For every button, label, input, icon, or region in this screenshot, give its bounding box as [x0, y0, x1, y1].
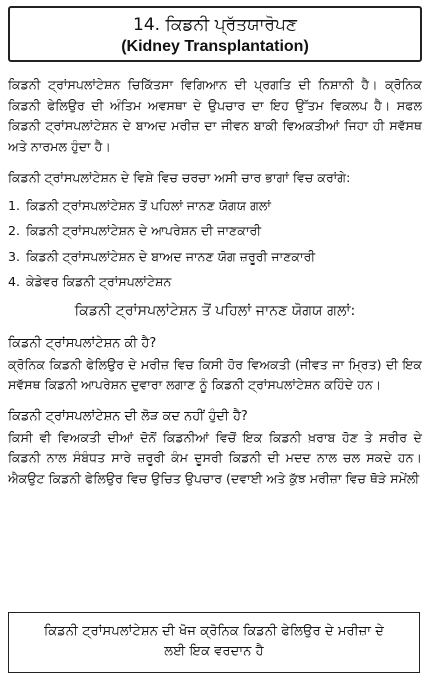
list-number: 2. [8, 223, 21, 238]
list-number: 4. [8, 274, 21, 289]
intro-paragraph: ਕਿਡਨੀ ਟ੍ਰਾਂਸਪਲਾਂਟੇਸ਼ਨ ਚਿਕਿੱਤਸਾ ਵਿਗਿਆਨ ਦੀ ਪ੍ਰਗਤਿ ਦੀ ਨਿਸ਼ਾਨੀ ਹੈ। ਕ੍ਰੋਨਿਕ ਕਿਡਨੀ ਫੇਲਿਉਰ ਦੀ ਅੰਤਿਮ ਅਵਸਥਾ ਦੇ ਉਪਚਾਰ ਦਾ ਇਹ ਉੱਤਮ ਵਿਕਲਪ ਹੈ। ਸਫਲ ਕਿਡਨੀ ਟ੍ਰਾਂਸਪਲਾਂਟੇਸ਼ਨ ਦੇ ਬਾਅਦ ਮਰੀਜ਼ ਦਾ ਜੀਵਨ ਬਾਕੀ ਵਿਅਕਤੀਆਂ ਜਿਹਾ ਹੀ ਸਵੱਸਥ ਅਤੇ ਨਾਰਮਲ ਹੁੰਦਾ ਹੈ। [8, 77, 422, 154]
callout-box: ਕਿਡਨੀ ਟ੍ਰਾਂਸਪਲਾਂਟੇਸ਼ਨ ਦੀ ਖੋਜ ਕ੍ਰੋਨਿਕ ਕਿਡਨੀ ਫੇਲਿਉਰ ਦੇ ਮਰੀਜ਼ਾ ਦੇ ਲਈ ਇਕ ਵਰਦਾਨ ਹੈ [8, 612, 420, 673]
list-item [8, 269, 422, 295]
chapter-title-box [8, 6, 422, 62]
topics-list [6, 193, 424, 295]
list-item-text: ਕਿਡਨੀ ਟ੍ਰਾਂਸਪਲਾਂਟੇਸ਼ਨ ਦੇ ਬਾਅਦ ਜਾਨਣ ਯੋਗ ਜ਼ਰੂਰੀ ਜਾਣਕਾਰੀ [26, 248, 316, 264]
list-item [8, 218, 422, 244]
topics-intro-paragraph: ਕਿਡਨੀ ਟ੍ਰਾਂਸਪਲਾਂਟੇਸ਼ਨ ਦੇ ਵਿਸ਼ੇ ਵਿਚ ਚਰਚਾ ਅਸੀ ਚਾਰ ਭਾਗਾਂ ਵਿਚ ਕਰਾਂਗੇ: [8, 170, 351, 185]
list-item [8, 244, 422, 270]
chapter-title-english: (Kidney Transplantation) [121, 38, 309, 55]
answer-paragraph: ਕ੍ਰੋਨਿਕ ਕਿਡਨੀ ਫੇਲਿਉਰ ਦੇ ਮਰੀਜ਼ ਵਿਚ ਕਿਸੀ ਹੋਰ ਵਿਅਕਤੀ (ਜੀਵਤ ਜਾ ਮ੍ਰਿਤ) ਦੀ ਇਕ ਸਵੱਸਥ ਕਿਡਨੀ ਆਪਰੇਸ਼ਨ ਦੁਵਾਰਾ ਲਗਾਣ ਨੂੰ ਕਿਡਨੀ ਟ੍ਰਾਂਸਪਲਾਂਟੇਸ਼ਨ ਕਹਿੰਦੇ ਹਨ। [8, 356, 422, 392]
answer-paragraph: ਕਿਸੀ ਵੀ ਵਿਅਕਤੀ ਦੀਆਂ ਦੋਨੋਂ ਕਿਡਨੀਆਂ ਵਿਚੋਂ ਇਕ ਕਿਡਨੀ ਖ਼ਰਾਬ ਹੋਣ ਤੇ ਸਰੀਰ ਦੇ ਕਿਡਨੀ ਨਾਲ ਸੰਬੰਧਤ ਸਾਰੇ ਜ਼ਰੂਰੀ ਕੰਮ ਦੂਸਰੀ ਕਿਡਨੀ ਦੀ ਮਦਦ ਨਾਲ ਚਲ ਸਕਦੇ ਹਨ। ਐਕਉਟ ਕਿਡਨੀ ਫੇਲਿਉਰ ਵਿਚ ਉਚਿਤ ਉਪਚਾਰ (ਦਵਾਈ ਅਤੇ ਕੁੱਝ ਮਰੀਜ਼ਾ ਵਿਚ ਥੋੜੇ ਸਮੇਂਲੀ [8, 429, 422, 486]
list-item-text: ਕਿਡਨੀ ਟ੍ਰਾਂਸਪਲਾਂਟੇਸ਼ਨ ਤੋਂ ਪਹਿਲਾਂ ਜਾਨਣ ਯੋਗਯ ਗਲਾਂ [26, 197, 271, 213]
question-heading: ਕਿਡਨੀ ਟ੍ਰਾਂਸਪਲਾਂਟੇਸ਼ਨ ਦੀ ਲੋੜ ਕਦ ਨਹੀਂ ਹੁੰਦੀ ਹੈ? [8, 408, 248, 424]
section-heading: ਕਿਡਨੀ ਟ੍ਰਾਂਸਪਲਾਂਟੇਸ਼ਨ ਤੋਂ ਪਹਿਲਾਂ ਜਾਨਣ ਯੋਗਯ ਗਲਾਂ: [74, 302, 356, 319]
list-number: 3. [8, 248, 21, 264]
list-item-text: ਕਿਡਨੀ ਟ੍ਰਾਂਸਪਲਾਂਟੇਸ਼ਨ ਦੇ ਆਪਰੇਸ਼ਨ ਦੀ ਜਾਣਕਾਰੀ [26, 223, 262, 238]
question-heading: ਕਿਡਨੀ ਟ੍ਰਾਂਸਪਲਾਂਟੇਸ਼ਨ ਕੀ ਹੈ? [8, 335, 157, 351]
list-item-text: ਕੇਡੇਵਰ ਕਿਡਨੀ ਟ੍ਰਾਂਸਪਲਾਂਟੇਸ਼ਨ [26, 274, 172, 289]
list-item [8, 193, 422, 219]
list-number: 1. [8, 197, 21, 213]
chapter-title: 14. ਕਿਡਨੀ ਪ੍ਰੱਤਯਾਰੋਪਣ [133, 15, 297, 35]
